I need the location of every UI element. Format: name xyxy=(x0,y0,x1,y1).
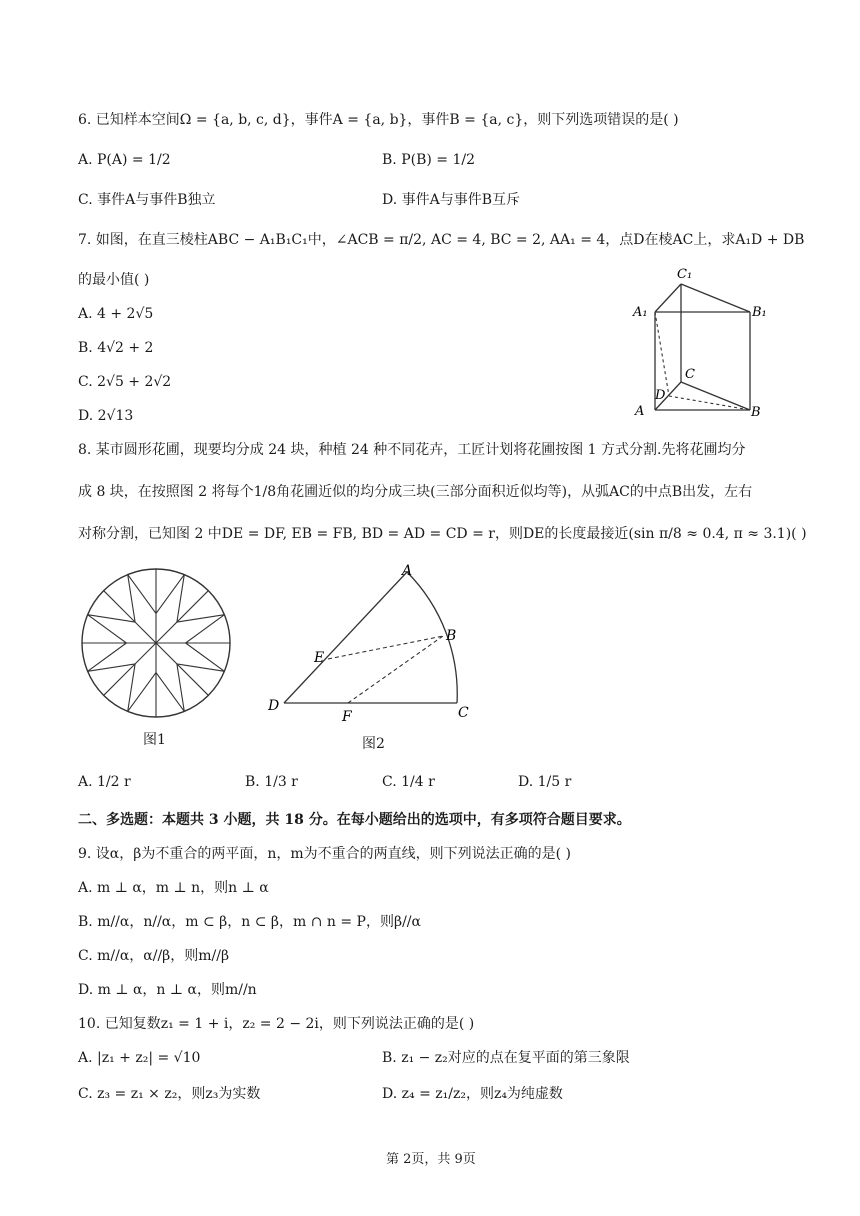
star-edge xyxy=(88,664,136,671)
label-b1: B₁ xyxy=(752,305,767,320)
q8-stem-line3: 对称分割，已知图 2 中DE = DF, EB = FB, BD = AD = CD = r，则DE的长度最接近(sin π/8 ≈ 0.4, π ≈ 3.1)( ) xyxy=(78,526,807,542)
segment-fb xyxy=(348,636,443,703)
prism-figure xyxy=(625,262,775,422)
star-edge xyxy=(88,615,136,622)
q7-stem-line1: 7. 如图，在直三棱柱ABC − A₁B₁C₁中，∠ACB = π/2, AC = 4, BC = 2, AA₁ = 4，点D在棱AC上，求A₁D + DB xyxy=(78,232,805,248)
star-edge xyxy=(186,643,225,671)
q9-stem: 9. 设α，β为不重合的两平面，n，m为不重合的两直线，则下列说法正确的是( ) xyxy=(78,846,572,862)
segment-eb xyxy=(328,636,443,659)
q9-option-c: C. m//α，α//β，则m//β xyxy=(78,948,230,964)
label-d: D xyxy=(268,698,280,714)
star-edge xyxy=(177,664,184,712)
star-edge xyxy=(186,615,225,643)
q6-option-b: B. P(B) = 1/2 xyxy=(382,152,475,168)
label-a: A xyxy=(402,563,413,579)
star-edge xyxy=(177,664,225,671)
label-e: E xyxy=(314,650,325,666)
q8-option-d: D. 1/5 r xyxy=(518,774,572,790)
q7-option-a: A. 4 + 2√5 xyxy=(78,306,154,322)
radial-line xyxy=(104,591,156,643)
q6-option-a: A. P(A) = 1/2 xyxy=(78,152,171,168)
flower-bed-figure-1 xyxy=(80,567,232,719)
q10-option-c: C. z₃ = z₁ × z₂，则z₃为实数 xyxy=(78,1086,261,1102)
radial-line xyxy=(156,643,208,695)
label-c: C xyxy=(685,367,695,382)
q10-stem: 10. 已知复数z₁ = 1 + i，z₂ = 2 − 2i，则下列说法正确的是( ) xyxy=(78,1016,475,1032)
q7-option-b: B. 4√2 + 2 xyxy=(78,340,154,356)
q8-option-b: B. 1/3 r xyxy=(245,774,298,790)
q10-option-b: B. z₁ − z₂对应的点在复平面的第三象限 xyxy=(382,1050,630,1066)
edge-cb xyxy=(681,382,750,410)
radial-line xyxy=(104,643,156,695)
q8-stem-line1: 8. 某市圆形花圃，现要均分成 24 块，种植 24 种不同花卉，工匠计划将花圃按图 1 方式分割.先将花圃均分 xyxy=(78,442,746,458)
star-edge xyxy=(128,664,135,712)
segment-db xyxy=(669,396,750,410)
star-edge xyxy=(156,673,184,712)
label-f: F xyxy=(342,709,352,725)
star-edge xyxy=(88,615,127,643)
figure-1-caption: 图1 xyxy=(143,732,166,748)
figure-2-caption: 图2 xyxy=(362,736,385,752)
star-edge xyxy=(177,575,184,623)
q7-option-d: D. 2√13 xyxy=(78,408,134,424)
section-2-heading: 二、多选题：本题共 3 小题，共 18 分。在每小题给出的选项中，有多项符合题目要求。 xyxy=(78,812,631,828)
edge-a1c1 xyxy=(655,284,681,312)
label-b: B xyxy=(751,405,761,420)
star-edge xyxy=(128,575,156,614)
radial-line xyxy=(156,591,208,643)
star-edge xyxy=(88,643,127,671)
label-c: C xyxy=(458,705,469,721)
label-c1: C₁ xyxy=(677,267,693,282)
q7-stem-line2: 的最小值( ) xyxy=(78,272,150,288)
label-d: D xyxy=(655,388,666,403)
star-edge xyxy=(128,575,135,623)
q10-option-d: D. z₄ = z₁/z₂，则z₄为纯虚数 xyxy=(382,1086,563,1102)
q9-option-d: D. m ⊥ α，n ⊥ α，则m//n xyxy=(78,982,257,998)
page-footer: 第 2页，共 9页 xyxy=(386,1152,476,1167)
segment-a1d xyxy=(655,312,669,396)
sector-figure-2 xyxy=(262,560,478,728)
edge-c1b1 xyxy=(681,284,750,312)
q6-stem: 6. 已知样本空间Ω = {a, b, c, d}，事件A = {a, b}，事件B = {a, c}，则下列选项错误的是( ) xyxy=(78,112,679,128)
star-edge xyxy=(156,575,184,614)
q9-option-a: A. m ⊥ α，m ⊥ n，则n ⊥ α xyxy=(78,880,269,896)
q7-option-c: C. 2√5 + 2√2 xyxy=(78,374,172,390)
label-a: A xyxy=(635,404,645,419)
star-edge xyxy=(128,673,156,712)
label-a1: A₁ xyxy=(633,305,648,320)
edge-da xyxy=(284,572,407,703)
q6-option-c: C. 事件A与事件B独立 xyxy=(78,192,216,208)
star-edge xyxy=(177,615,225,622)
q8-stem-line2: 成 8 块，在按照图 2 将每个1/8角花圃近似的均分成三块(三部分面积近似均等)，从弧AC的中点B出发，左右 xyxy=(78,484,753,500)
q10-option-a: A. |z₁ + z₂| = √10 xyxy=(78,1050,201,1066)
label-b: B xyxy=(446,628,457,644)
q8-option-c: C. 1/4 r xyxy=(382,774,435,790)
q9-option-b: B. m//α，n//α，m ⊂ β，n ⊂ β，m ∩ n = P，则β//α xyxy=(78,914,421,930)
q8-option-a: A. 1/2 r xyxy=(78,774,131,790)
q6-option-d: D. 事件A与事件B互斥 xyxy=(382,192,521,208)
